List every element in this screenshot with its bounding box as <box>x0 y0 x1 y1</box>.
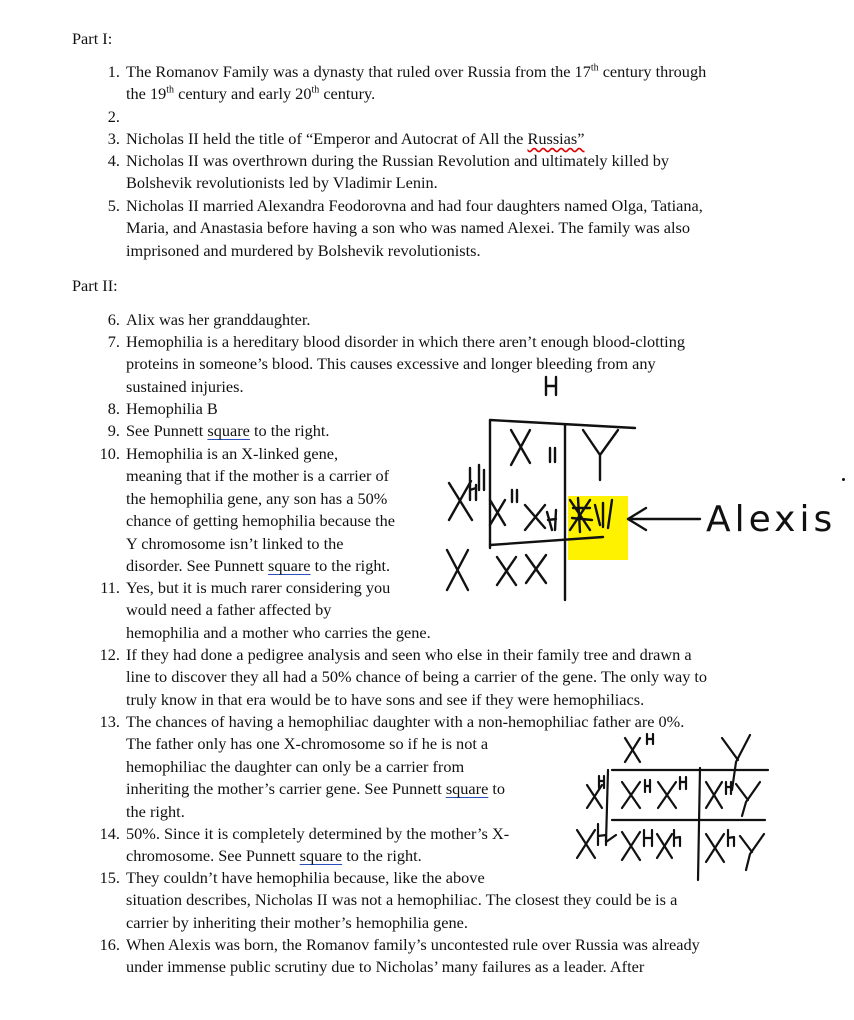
list-item-number: 3. <box>107 129 120 148</box>
text-line: the right. <box>126 801 185 821</box>
list-item-number: 1. <box>107 62 120 81</box>
list-item-number: 8. <box>107 399 120 418</box>
list-item-number: 15. <box>99 868 120 887</box>
text-line: They couldn’t have hemophilia because, like the above <box>126 868 485 887</box>
text-line: Hemophilia is a hereditary blood disorder in which there aren’t enough blood-clotting <box>126 332 685 351</box>
text-line: The father only has one X-chromosome so if he is not a <box>126 734 489 754</box>
stray-dot <box>842 478 845 481</box>
list-item-number: 4. <box>107 151 120 170</box>
text-line: Alix was her granddaughter. <box>126 310 311 329</box>
text-line: 50%. Since it is completely determined by the mother’s X- <box>126 824 510 843</box>
text-line: See Punnett square to the right. <box>126 421 330 440</box>
text-line: line to discover they all had a 50% chance of being a carrier of the gene. The only way to <box>126 667 708 687</box>
punnett-square-2 <box>577 734 768 880</box>
list-item-number: 16. <box>99 935 120 954</box>
text-line: If they had done a pedigree analysis and seen who else in their family tree and drawn a <box>126 645 692 664</box>
text-line: truly know in that era would be to have sons and see if they were hemophiliacs. <box>126 689 645 709</box>
list-item-number: 5. <box>107 196 120 215</box>
list-item-number: 11. <box>100 578 120 597</box>
text-line: Nicholas II was overthrown during the Russian Revolution and ultimately killed by <box>126 151 670 170</box>
list-item-number: 6. <box>107 310 120 329</box>
text-line: inheriting the mother’s carrier gene. See Punnett square to <box>126 779 506 799</box>
list-item-number: 12. <box>99 645 120 664</box>
part-1-heading: Part I: <box>72 29 113 48</box>
text-line: situation describes, Nicholas II was not a hemophiliac. The closest they could be is a <box>126 890 678 910</box>
text-line: under immense public scrutiny due to Nicholas’ many failures as a leader. After <box>126 957 645 977</box>
text-line: Bolshevik revolutionists led by Vladimir Lenin. <box>126 173 438 193</box>
part-2-heading: Part II: <box>72 276 118 295</box>
text-line: Nicholas II held the title of “Emperor and Autocrat of All the Russias” <box>126 129 585 148</box>
list-item-number: 10. <box>99 444 120 463</box>
text-line: would need a father affected by <box>126 600 332 620</box>
text-line: Hemophilia B <box>126 399 218 418</box>
text-line: hemophiliac the daughter can only be a carrier from <box>126 756 465 776</box>
text-line: sustained injuries. <box>126 376 244 396</box>
alexis-label: Alexis <box>706 499 837 540</box>
text-line: the 19th century and early 20th century. <box>126 84 376 104</box>
list-item-number: 9. <box>107 421 120 440</box>
text-line: proteins in someone’s blood. This causes excessive and longer bleeding from any <box>126 354 656 374</box>
list-item-number: 2. <box>107 107 120 126</box>
text-line: The Romanov Family was a dynasty that ruled over Russia from the 17th century through <box>126 62 707 81</box>
text-line: Y chromosome isn’t linked to the <box>126 533 344 553</box>
text-line: Yes, but it is much rarer considering you <box>126 578 391 597</box>
text-line: Maria, and Anastasia before having a son who was named Alexei. The family was also <box>126 218 690 238</box>
text-line: carrier by inheriting their mother’s hemophilia gene. <box>126 912 468 932</box>
text-line: Hemophilia is an X-linked gene, <box>126 444 339 463</box>
text-line: hemophilia and a mother who carries the gene. <box>126 622 431 642</box>
text-line: chance of getting hemophilia because the <box>126 511 395 531</box>
text-line: Nicholas II married Alexandra Feodorovna and had four daughters named Olga, Tatiana, <box>126 196 703 215</box>
text-line: meaning that if the mother is a carrier of <box>126 466 390 486</box>
text-line: disorder. See Punnett square to the right. <box>126 556 391 576</box>
list-item-number: 13. <box>99 712 120 731</box>
list-item-number: 7. <box>107 332 120 351</box>
text-line: chromosome. See Punnett square to the right. <box>126 846 422 866</box>
text-line: imprisoned and murdered by Bolshevik revolutionists. <box>126 240 481 260</box>
text-line: the hemophilia gene, any son has a 50% <box>126 488 388 508</box>
text-line: When Alexis was born, the Romanov family’s uncontested rule over Russia was already <box>126 935 700 954</box>
text-line: The chances of having a hemophiliac daughter with a non-hemophiliac father are 0%. <box>126 712 685 731</box>
list-item-number: 14. <box>99 824 120 843</box>
punnett-square-1 <box>447 377 700 600</box>
